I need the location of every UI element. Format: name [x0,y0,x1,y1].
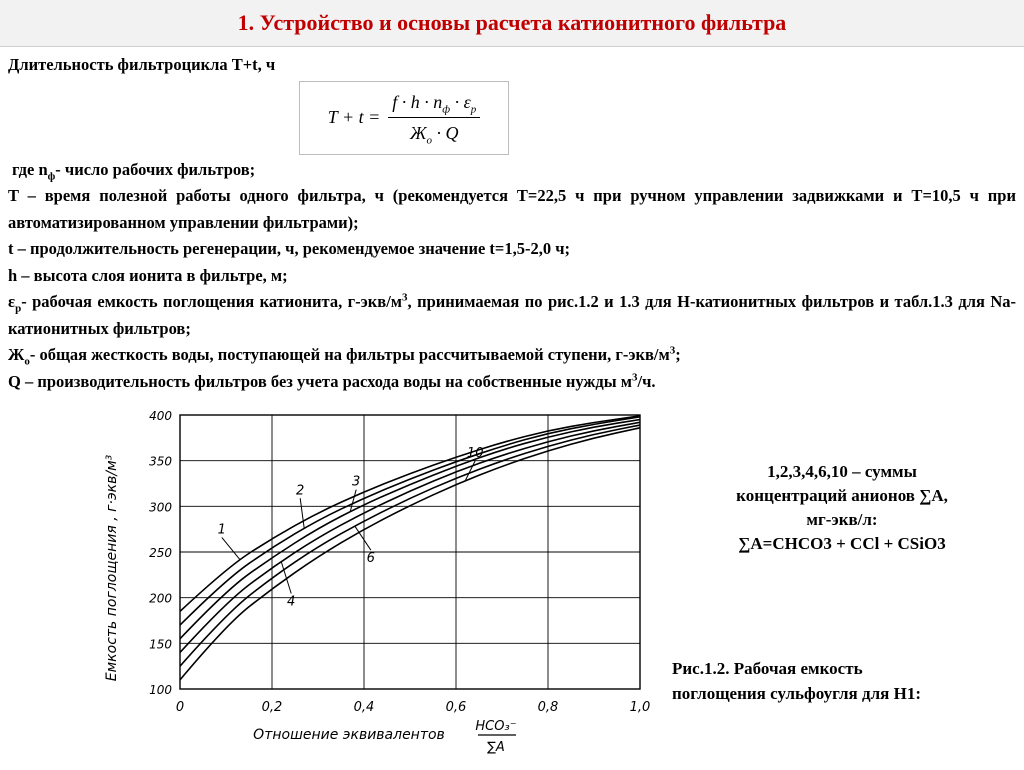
y-tick-label: 100 [149,683,172,697]
formula-num-tail-sub: р [470,103,477,116]
slide-title: 1. Устройство и основы расчета катионитного фильтра [237,10,787,35]
definition-ep [8,289,1016,342]
definition-h: h – высота слоя ионита в фильтре, м; [8,265,288,285]
caption-line-2: поглощения сульфоугля для Н1: [672,684,921,703]
title-bar [0,0,1024,47]
y-axis-label: Емкость поглощения , г·экв/м³ [104,454,120,682]
capacity-chart [94,403,660,765]
series-label-3: 3 [352,474,361,490]
series-label-6: 6 [366,551,375,567]
x-axis-label: Отношение эквивалентов [253,727,445,743]
formula-num-tail: · ε [450,91,471,112]
formula-num-sub: ф [442,103,451,116]
definition-zh [8,342,1016,369]
def-zh-sub: о [24,355,30,368]
series-label-4: 4 [287,594,296,610]
definition-q [8,369,1016,396]
def-ep-post: , принимаемая по рис.1.2 и 1.3 для Н-катионитных фильтров и табл.1.3 для Na-катионитных фильтров; [8,292,1016,338]
main-text [8,52,1016,395]
def-ep-pre: ε [8,292,16,311]
formula-den-text: Ж [409,123,427,143]
def-nf-post: - число рабочих фильтров; [55,159,256,179]
formula-fraction [388,89,480,147]
def-q-mid: Q – производительность фильтров без учета расхода воды на собственные нужды м [8,371,632,391]
def-q-post: /ч. [637,371,656,391]
y-tick-label: 350 [149,454,172,469]
def-zh-pre: Ж [8,345,25,364]
definition-T: T – время полезной работы одного фильтра, ч (рекомендуется T=22,5 ч при ручном управлении задвижками и T=10,5 ч при автоматизированном управлении фильтрами); [8,186,1016,232]
y-tick-label: 250 [149,546,172,560]
x-tick-label: 0,4 [353,700,375,715]
definition-t: t – продолжительность регенерации, ч, рекомендуемое значение t=1,5-2,0 ч; [8,239,570,258]
y-tick-label: 200 [149,591,172,606]
side-note-line-3: мг-экв/л: [806,510,878,529]
formula-numerator [388,89,480,119]
def-zh-mid: - общая жесткость воды, поступающей на фильтры рассчитываемой ступени, г-экв/м [29,345,670,364]
formula-den-sub: о [426,134,432,147]
intro-line: Длительность фильтроцикла T+t, ч [8,55,276,74]
x-tick-label: 0,6 [445,700,467,715]
def-zh-post: ; [675,345,681,364]
side-note [672,460,1012,556]
formula-lhs: T + t = [327,107,381,128]
side-note-line-2: концентраций анионов ∑А, [736,486,948,505]
y-tick-label: 150 [149,637,172,652]
y-tick-label: 300 [149,500,172,515]
side-note-line-1: 1,2,3,4,6,10 – суммы [767,462,917,481]
definition-nf [8,157,1016,184]
formula-num-text: f · h · n [392,91,443,112]
x-tick-label: 0,8 [537,700,559,715]
def-nf-sub: ф [47,169,56,182]
series-label-10: 10 [466,445,484,461]
x-tick-label: 0 [175,700,185,715]
x-tick-label: 1,0 [629,700,651,715]
formula [328,89,480,147]
def-ep-sub: р [15,302,22,315]
def-ep-sup: 3 [402,291,408,304]
series-label-1: 1 [217,522,226,538]
formula-denominator [406,118,463,147]
side-note-line-4: ∑A=CHCO3 + CCl + CSiO3 [738,534,946,553]
chart-container [94,403,660,765]
def-nf-pre: где n [12,159,48,179]
x-tick-label: 0,2 [261,700,283,715]
figure-caption [672,656,1017,706]
formula-box [299,81,509,155]
def-q-sup: 3 [631,371,638,383]
caption-line-1: Рис.1.2. Рабочая емкость [672,659,863,678]
series-label-2: 2 [296,483,305,499]
y-tick-label: 400 [149,409,172,423]
x-axis-fraction-num: HCO₃⁻ [475,719,517,734]
x-axis-fraction-den: ∑A [487,740,505,755]
def-ep-mid: - рабочая емкость поглощения катионита, г-экв/м [21,292,403,311]
formula-den-tail: · Q [431,123,459,143]
def-zh-sup: 3 [669,344,676,357]
definitions-list [8,157,1016,396]
